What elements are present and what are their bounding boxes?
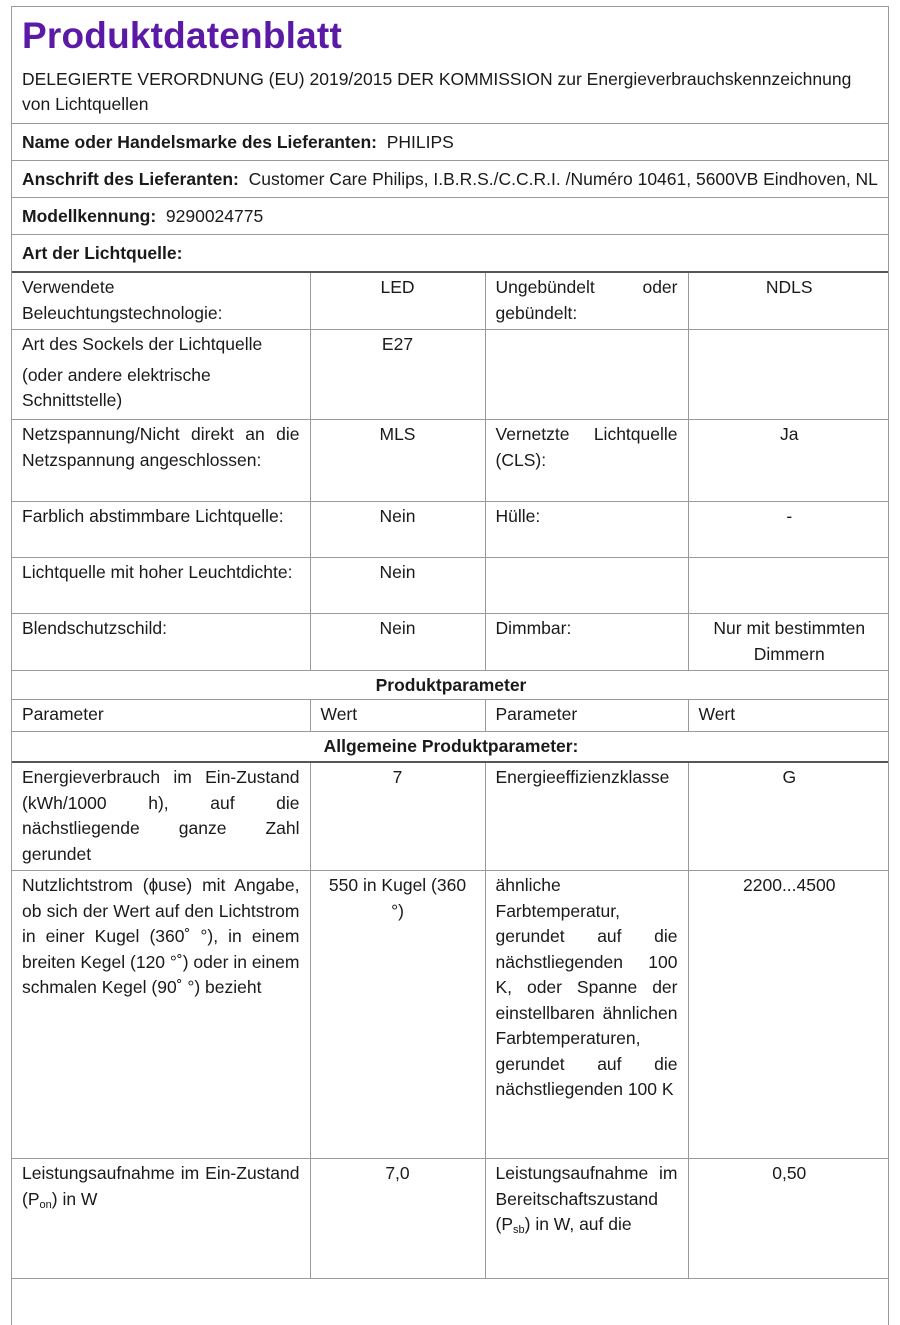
column-header: Parameter bbox=[485, 700, 688, 732]
param-value: Nein bbox=[310, 502, 485, 558]
param-label: Verwendete Beleuchtungstechnologie: bbox=[12, 272, 310, 330]
param-label: Energieverbrauch im Ein-Zustand (kWh/1000 h), auf die nächstliegende ganze Zahl gerundet bbox=[12, 762, 310, 871]
param-value: E27 bbox=[310, 330, 485, 420]
param-label bbox=[485, 330, 688, 420]
address-label: Anschrift des Lieferanten: bbox=[22, 169, 239, 189]
param-value: 7 bbox=[310, 762, 485, 871]
model-row bbox=[12, 198, 888, 235]
power-on-label-post: ) in W bbox=[51, 1188, 98, 1209]
table-row bbox=[12, 558, 889, 614]
param-label: Netzspannung/Nicht direkt an die Netzspannung angeschlossen: bbox=[12, 420, 310, 502]
section-heading-row bbox=[12, 671, 889, 700]
param-value: 0,50 bbox=[688, 1159, 889, 1279]
light-source-type-table bbox=[12, 271, 889, 1279]
table-row bbox=[12, 502, 889, 558]
param-value bbox=[688, 558, 889, 614]
table-row bbox=[12, 330, 889, 420]
param-label bbox=[12, 330, 310, 420]
table-row bbox=[12, 272, 889, 330]
table-row bbox=[12, 871, 889, 1159]
param-label: Blendschutzschild: bbox=[12, 614, 310, 671]
table-row bbox=[12, 1159, 889, 1279]
param-value: Nur mit bestimmten Dimmern bbox=[688, 614, 889, 671]
param-label bbox=[485, 1159, 688, 1279]
address-value: Customer Care Philips, I.B.R.S./C.C.R.I. /Numéro 10461, 5600VB Eindhoven, NL bbox=[248, 169, 878, 189]
page-title: Produktdatenblatt bbox=[22, 15, 342, 56]
param-value: Nein bbox=[310, 558, 485, 614]
param-label-line: Art des Sockels der Lichtquelle bbox=[22, 334, 263, 354]
column-header-row bbox=[12, 700, 889, 732]
param-label: Nutzlichtstrom (ɸuse) mit Angabe, ob sich der Wert auf den Lichtstrom in einer Kugel (360˚ °), in einem breiten Kegel (120 °˚) oder in einem schmalen Kegel (90˚ °) bezieht bbox=[12, 871, 310, 1159]
param-label: Energieeffizienzklasse bbox=[485, 762, 688, 871]
light-source-type-row bbox=[12, 235, 888, 271]
standby-label-post: ) in W, auf die bbox=[524, 1214, 632, 1234]
param-value: MLS bbox=[310, 420, 485, 502]
supplier-value: PHILIPS bbox=[386, 132, 454, 152]
column-header: Wert bbox=[688, 700, 889, 732]
regulation-subtitle: DELEGIERTE VERORDNUNG (EU) 2019/2015 DER KOMMISSION zur Energieverbrauchskennzeichnung von Lichtquellen bbox=[12, 59, 888, 124]
table-row bbox=[12, 762, 889, 871]
standby-subscript: sb bbox=[513, 1224, 525, 1236]
power-on-subscript: on bbox=[39, 1198, 52, 1211]
column-header: Wert bbox=[310, 700, 485, 732]
param-label-line: (oder andere elektrische Schnittstelle) bbox=[22, 364, 211, 410]
param-label: Ungebündelt oder gebündelt: bbox=[485, 272, 688, 330]
param-label bbox=[12, 1159, 310, 1279]
section-heading-row bbox=[12, 731, 889, 762]
param-value: Nein bbox=[310, 614, 485, 671]
param-value: NDLS bbox=[688, 272, 889, 330]
param-value: 7,0 bbox=[310, 1159, 485, 1279]
param-label: Lichtquelle mit hoher Leuchtdichte: bbox=[12, 558, 310, 614]
address-row bbox=[12, 161, 888, 198]
param-label: Hülle: bbox=[485, 502, 688, 558]
supplier-label: Name oder Handelsmarke des Lieferanten: bbox=[22, 132, 377, 152]
param-label: Vernetzte Lichtquelle (CLS): bbox=[485, 420, 688, 502]
light-source-type-label: Art der Lichtquelle: bbox=[22, 243, 183, 263]
standby-label-pre: Leistungsaufnahme im Bereitschaftszustand (P bbox=[495, 1163, 678, 1234]
product-params-heading: Produktparameter bbox=[12, 671, 889, 700]
column-header: Parameter bbox=[12, 700, 310, 732]
param-label: Farblich abstimmbare Lichtquelle: bbox=[12, 502, 310, 558]
param-label: ähnliche Farbtemperatur, gerundet auf die nächstliegenden 100 K, oder Spanne der einstellbaren ähnlichen Farbtemperaturen, gerundet auf die nächstliegenden 100 K bbox=[485, 871, 688, 1159]
table-row bbox=[12, 420, 889, 502]
param-value: Ja bbox=[688, 420, 889, 502]
param-label: Dimmbar: bbox=[485, 614, 688, 671]
param-value: G bbox=[688, 762, 889, 871]
param-value: 550 in Kugel (360 °) bbox=[310, 871, 485, 1159]
supplier-row bbox=[12, 124, 888, 161]
model-label: Modellkennung: bbox=[22, 206, 157, 226]
param-value: LED bbox=[310, 272, 485, 330]
param-value: 2200...4500 bbox=[688, 871, 889, 1159]
product-data-sheet bbox=[11, 6, 889, 1325]
table-row bbox=[12, 614, 889, 671]
param-value: - bbox=[688, 502, 889, 558]
param-label bbox=[485, 558, 688, 614]
param-value bbox=[688, 330, 889, 420]
power-on-label-pre: Leistungsaufnahme im Ein-Zustand (P bbox=[22, 1163, 300, 1209]
model-value: 9290024775 bbox=[165, 206, 264, 226]
general-params-heading: Allgemeine Produktparameter: bbox=[12, 731, 889, 762]
